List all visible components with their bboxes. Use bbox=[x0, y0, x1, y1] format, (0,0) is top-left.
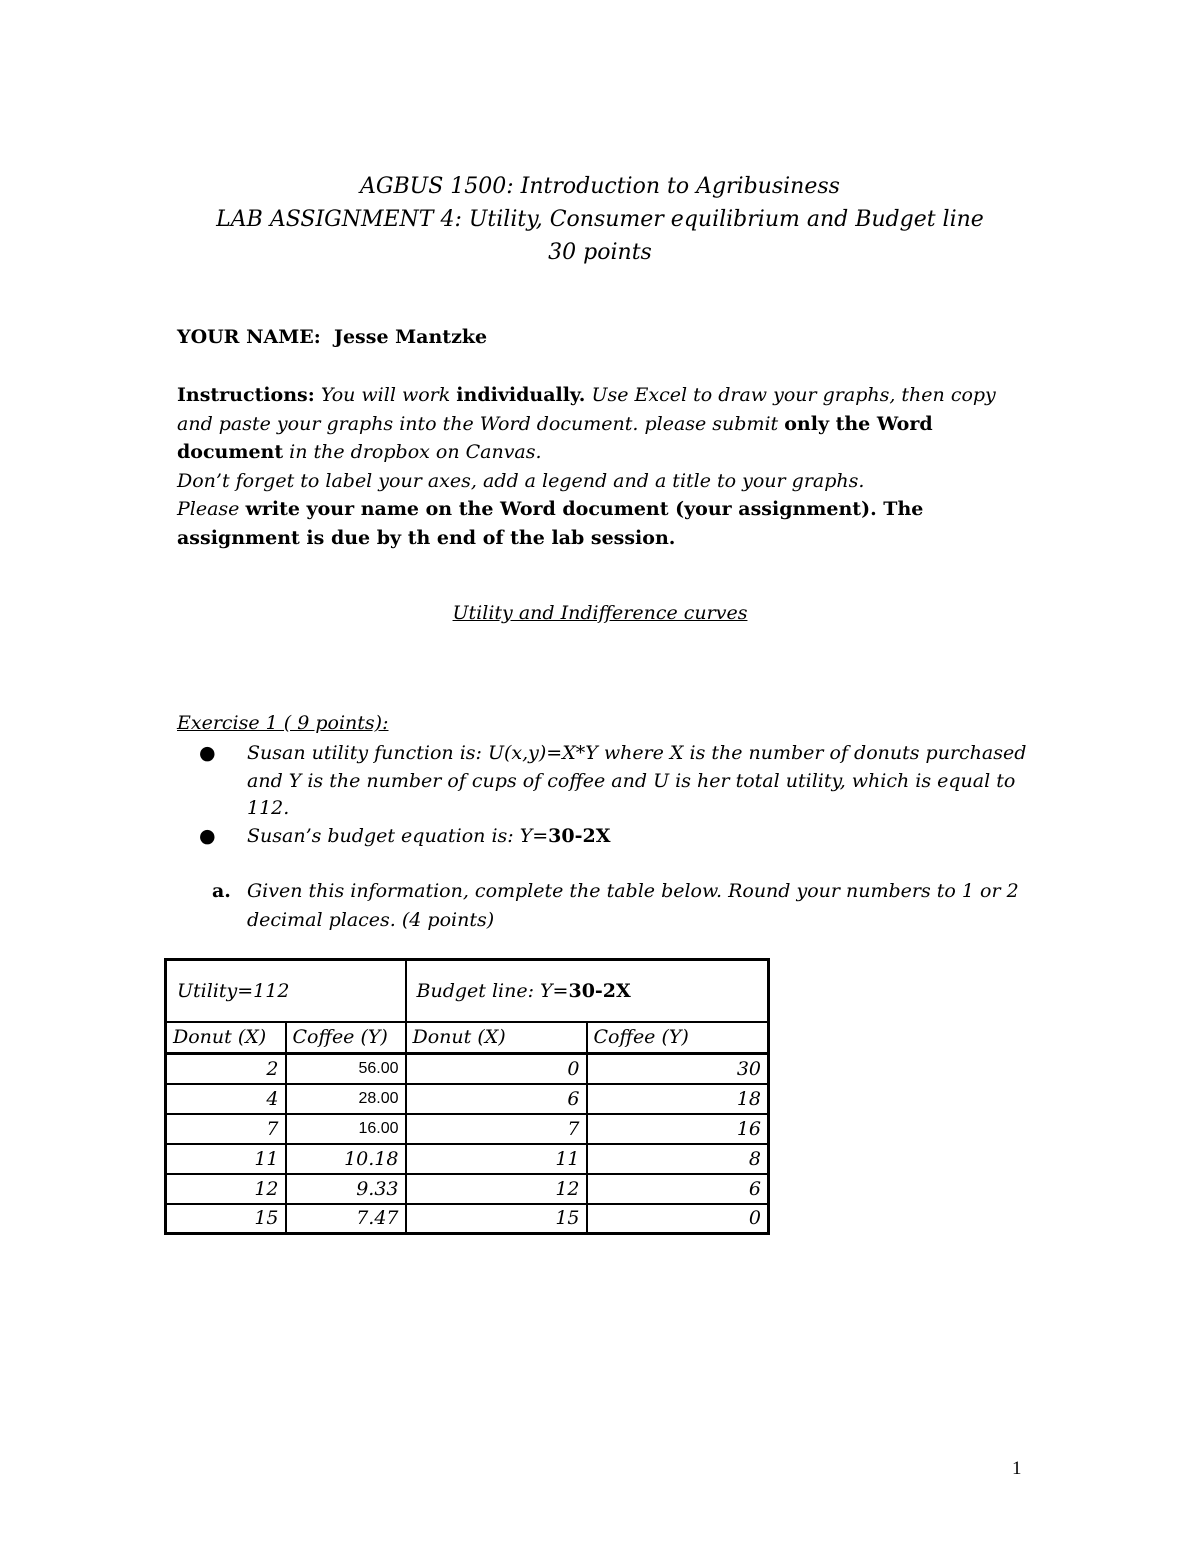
table-cell: 6 bbox=[406, 1084, 587, 1114]
table-cell: 11 bbox=[406, 1144, 587, 1174]
table-cell: 4 bbox=[166, 1084, 286, 1114]
instructions-text: in the dropbox on Canvas. bbox=[289, 441, 542, 463]
table-row bbox=[166, 1204, 769, 1234]
data-table bbox=[164, 958, 770, 1235]
exercise-title: Exercise 1 ( 9 points): bbox=[177, 712, 389, 734]
table-cell: 28.00 bbox=[286, 1084, 406, 1114]
table-cell: 10.18 bbox=[286, 1144, 406, 1174]
budget-header bbox=[406, 960, 769, 1022]
list-item bbox=[177, 823, 1037, 851]
question-label: a. bbox=[212, 880, 231, 902]
table-cell: 18 bbox=[587, 1084, 769, 1114]
table-cell: 15 bbox=[406, 1204, 587, 1234]
instructions-emphasis: individually. bbox=[456, 384, 586, 406]
instructions-text: Please bbox=[177, 498, 240, 520]
bullet-icon: ● bbox=[199, 824, 216, 847]
bullet-text: Susan’s budget equation is: Y= bbox=[247, 824, 549, 847]
table-cell: 2 bbox=[166, 1054, 286, 1084]
instructions-paragraph-2: Don’t forget to label your axes, add a legend and a title to your graphs. bbox=[177, 469, 865, 492]
table-cell: 7 bbox=[166, 1114, 286, 1144]
table-cell: 11 bbox=[166, 1144, 286, 1174]
instructions-label: Instructions: bbox=[177, 384, 315, 406]
table-cell: 56.00 bbox=[286, 1054, 406, 1084]
utility-header: Utility=112 bbox=[166, 960, 406, 1022]
table-cell: 8 bbox=[587, 1144, 769, 1174]
table-cell: 30 bbox=[587, 1054, 769, 1084]
budget-header-text: Budget line: Y= bbox=[416, 979, 569, 1002]
name-line bbox=[177, 326, 487, 348]
table-cell: 12 bbox=[406, 1174, 587, 1204]
instructions-text: Use Excel to draw your graphs, then copy and paste your graphs into the Word document. please submit bbox=[177, 384, 996, 435]
page-number: 1 bbox=[1012, 1458, 1022, 1479]
column-header: Coffee (Y) bbox=[587, 1022, 769, 1054]
table-row bbox=[166, 1054, 769, 1084]
table-cell: 12 bbox=[166, 1174, 286, 1204]
list-item bbox=[177, 740, 1037, 823]
points-title: 30 points bbox=[548, 240, 652, 265]
instructions-emphasis: only the Word document bbox=[177, 412, 933, 463]
question-a bbox=[212, 877, 1032, 935]
table-cell: 16 bbox=[587, 1114, 769, 1144]
table-cell: 6 bbox=[587, 1174, 769, 1204]
table-cell: 9.33 bbox=[286, 1174, 406, 1204]
bullet-text: Susan utility function is: U(x,y)=X*Y where X is the number of donuts purchased and Y is the number of cups of coffee and U is her total utility, which is equal to 112. bbox=[247, 742, 1027, 819]
table-cell: 7 bbox=[406, 1114, 587, 1144]
bullet-icon: ● bbox=[199, 742, 216, 764]
table-cell: 0 bbox=[587, 1204, 769, 1234]
column-header: Donut (X) bbox=[406, 1022, 587, 1054]
table-cell: 7.47 bbox=[286, 1204, 406, 1234]
exercise-bullets bbox=[177, 740, 1037, 850]
instructions-emphasis: write your name on the Word document (your assignment). The assignment is due by th end of the lab session. bbox=[177, 498, 924, 549]
course-title: AGBUS 1500: Introduction to Agribusiness bbox=[360, 174, 840, 199]
column-header: Coffee (Y) bbox=[286, 1022, 406, 1054]
table-row bbox=[166, 1174, 769, 1204]
table-cell: 0 bbox=[406, 1054, 587, 1084]
section-title: Utility and Indifference curves bbox=[452, 602, 748, 624]
table-cell: 16.00 bbox=[286, 1114, 406, 1144]
table-row bbox=[166, 1144, 769, 1174]
question-text: Given this information, complete the table below. Round your numbers to 1 or 2 decimal places. (4 points) bbox=[247, 880, 1019, 931]
column-header: Donut (X) bbox=[166, 1022, 286, 1054]
name-label: YOUR NAME: bbox=[177, 326, 321, 348]
table-column-header-row bbox=[166, 1022, 769, 1054]
instructions bbox=[177, 381, 1037, 552]
title-block bbox=[0, 170, 1200, 269]
instructions-paragraph-3 bbox=[177, 495, 1037, 552]
instructions-paragraph-1 bbox=[177, 381, 1037, 467]
table-cell: 15 bbox=[166, 1204, 286, 1234]
table-row bbox=[166, 1114, 769, 1144]
budget-header-equation: 30-2X bbox=[568, 979, 631, 1002]
table-row bbox=[166, 1084, 769, 1114]
student-name: Jesse Mantzke bbox=[333, 326, 488, 348]
instructions-text: You will work bbox=[320, 384, 451, 406]
bullet-emphasis: 30-2X bbox=[548, 824, 611, 847]
table-header-row bbox=[166, 960, 769, 1022]
assignment-title: LAB ASSIGNMENT 4: Utility, Consumer equilibrium and Budget line bbox=[216, 207, 984, 232]
